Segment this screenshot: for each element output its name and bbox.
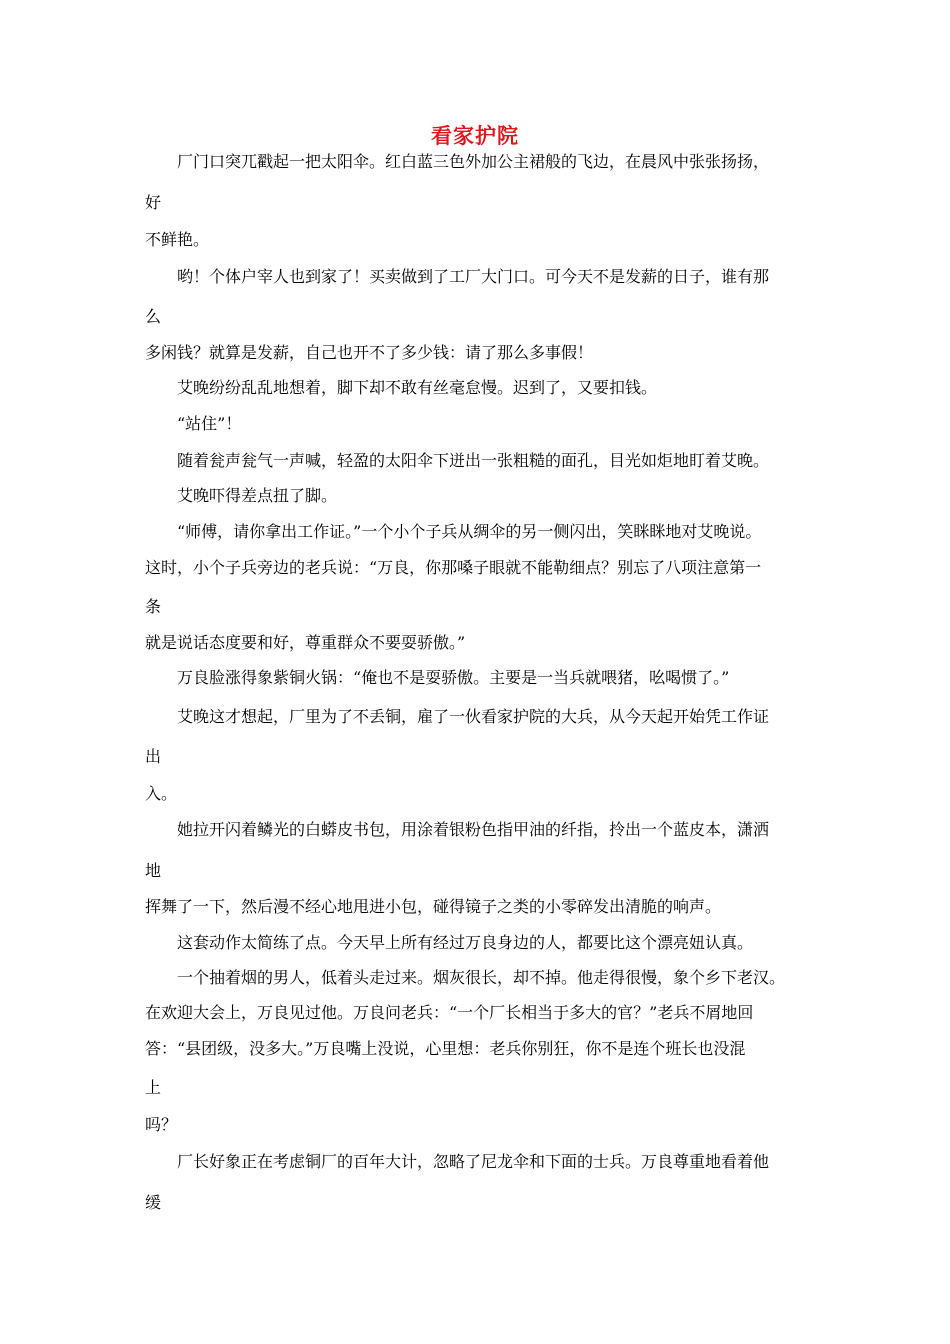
- text-line: 艾晚纷纷乱乱地想着，脚下却不敢有丝毫怠慢。迟到了，又要扣钱。: [177, 378, 658, 397]
- text-line: 艾晚吓得差点扭了脚。: [177, 486, 338, 505]
- text-line: 随着瓮声瓮气一声喊，轻盈的太阳伞下迸出一张粗糙的面孔，目光如炬地盯着艾晚。: [177, 451, 770, 470]
- text-line: 哟！个体户宰人也到家了！买卖做到了工厂大门口。可今天不是发薪的日子，谁有那: [177, 267, 770, 286]
- text-line: 答：“县团级，没多大。”万良嘴上没说，心里想：老兵你别狂，你不是连个班长也没混: [145, 1039, 746, 1058]
- text-line: 她拉开闪着鳞光的白蟒皮书包，用涂着银粉色指甲油的纤指，拎出一个蓝皮本，潇洒: [177, 820, 770, 839]
- text-line: 吗？: [145, 1115, 178, 1134]
- text-line: 不鲜艳。: [145, 230, 210, 249]
- text-line: 厂门口突兀戳起一把太阳伞。红白蓝三色外加公主裙般的飞边，在晨风中张张扬扬，: [177, 152, 770, 171]
- text-line: 多闲钱？就算是发薪，自己也开不了多少钱：请了那么多事假！: [145, 343, 594, 362]
- text-line: 条: [145, 597, 162, 616]
- text-line: 缓: [145, 1193, 162, 1212]
- text-line: 入。: [145, 784, 178, 803]
- text-line: 上: [145, 1078, 162, 1097]
- text-line: 万良脸涨得象紫铜火锅：“俺也不是耍骄傲。主要是一当兵就喂猪，吆喝惯了。”: [177, 668, 730, 687]
- text-line: 地: [145, 861, 162, 880]
- text-line: 好: [145, 193, 162, 212]
- document-title: 看家护院: [431, 123, 519, 148]
- text-line: 就是说话态度要和好，尊重群众不要耍骄傲。”: [145, 633, 466, 652]
- text-line: 么: [145, 307, 162, 326]
- text-line: 在欢迎大会上，万良见过他。万良问老兵：“一个厂长相当于多大的官？”老兵不屑地回: [145, 1003, 754, 1022]
- text-line: 这时，小个子兵旁边的老兵说：“万良，你那嗓子眼就不能勒细点？别忘了八项注意第一: [145, 558, 762, 577]
- text-line: 一个抽着烟的男人，低着头走过来。烟灰很长，却不掉。他走得很慢，象个乡下老汉。: [177, 968, 786, 987]
- text-line: 挥舞了一下，然后漫不经心地甩进小包，碰得镜子之类的小零碎发出清脆的响声。: [145, 897, 722, 916]
- text-line: 艾晚这才想起，厂里为了不丢铜，雇了一伙看家护院的大兵，从今天起开始凭工作证: [177, 707, 770, 726]
- text-line: 厂长好象正在考虑铜厂的百年大计，忽略了尼龙伞和下面的士兵。万良尊重地看着他: [177, 1152, 770, 1171]
- text-line: “站住”！: [177, 414, 242, 433]
- text-line: 出: [145, 747, 162, 766]
- text-line: 这套动作太简练了点。今天早上所有经过万良身边的人，都要比这个漂亮妞认真。: [177, 933, 754, 952]
- text-line: “师傅，请你拿出工作证。”一个小个子兵从绸伞的另一侧闪出，笑眯眯地对艾晚说。: [177, 522, 762, 541]
